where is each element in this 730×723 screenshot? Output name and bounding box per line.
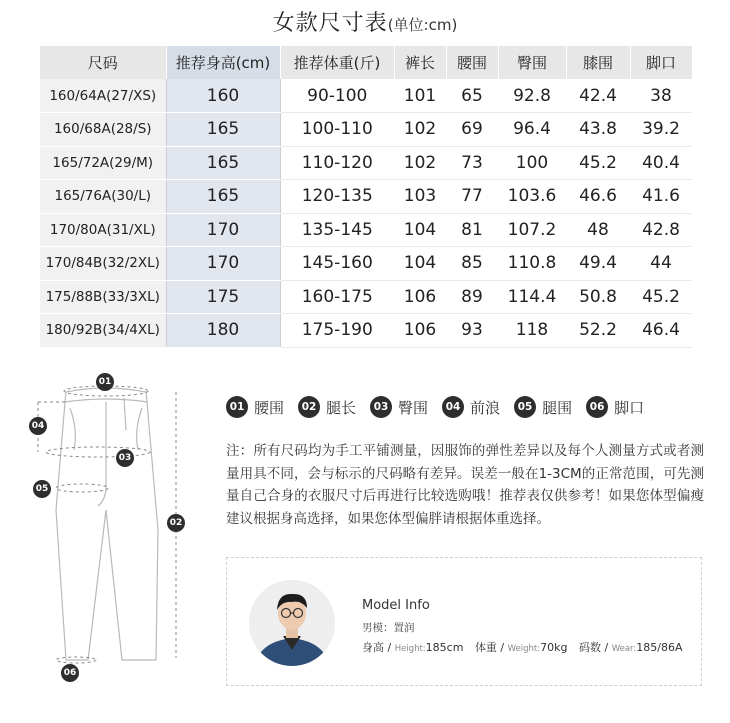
table-cell: 38: [630, 79, 692, 113]
table-cell: 114.4: [498, 280, 566, 314]
table-cell: 96.4: [498, 113, 566, 147]
model-stats: [362, 639, 682, 655]
table-cell: 170/84B(32/2XL): [40, 247, 166, 281]
table-row: [40, 280, 692, 314]
table-row: [40, 180, 692, 214]
table-cell: 165: [166, 180, 280, 214]
header-length: 裤长: [394, 46, 446, 79]
table-cell: 170: [166, 213, 280, 247]
size-label: 码数 /: [578, 641, 609, 654]
table-cell: 165: [166, 146, 280, 180]
table-cell: 44: [630, 247, 692, 281]
table-cell: 165: [166, 113, 280, 147]
header-hip: 臀围: [498, 46, 566, 79]
table-cell: 170: [166, 247, 280, 281]
diagram-badge-03: 03: [116, 449, 134, 467]
legend-item-thigh: [514, 396, 572, 418]
table-cell: 92.8: [498, 79, 566, 113]
number-badge-icon: 04: [442, 396, 464, 418]
pants-diagram: [26, 370, 196, 690]
table-cell: 42.8: [630, 213, 692, 247]
table-cell: 93: [446, 314, 498, 348]
table-cell: 135-145: [280, 213, 394, 247]
legend-label: 前浪: [470, 398, 501, 417]
table-cell: 102: [394, 113, 446, 147]
header-size: 尺码: [40, 46, 166, 79]
table-cell: 106: [394, 314, 446, 348]
table-cell: 110.8: [498, 247, 566, 281]
legend-label: 腰围: [254, 398, 285, 417]
table-row: [40, 146, 692, 180]
table-cell: 160/68A(28/S): [40, 113, 166, 147]
table-row: [40, 314, 692, 348]
legend-item-waist: [226, 396, 284, 418]
diagram-badge-04: 04: [29, 417, 47, 435]
size-label-en: Wear:: [611, 644, 637, 654]
table-cell: 106: [394, 280, 446, 314]
weight-label: 体重 /: [474, 641, 505, 654]
table-cell: 45.2: [566, 146, 630, 180]
table-cell: 49.4: [566, 247, 630, 281]
weight-label-en: Weight:: [507, 644, 541, 654]
model-name: 男模：置润: [362, 622, 415, 634]
table-cell: 165/76A(30/L): [40, 180, 166, 214]
height-label: 身高 /: [362, 641, 392, 654]
height-label-en: Height:: [394, 644, 426, 654]
header-height: 推荐身高(cm): [166, 46, 280, 79]
height-value: 185cm: [425, 641, 464, 654]
table-header-row: [40, 46, 692, 79]
table-cell: 50.8: [566, 280, 630, 314]
number-badge-icon: 03: [370, 396, 392, 418]
number-badge-icon: 05: [514, 396, 536, 418]
model-info-card: [226, 557, 702, 686]
table-cell: 90-100: [280, 79, 394, 113]
legend-item-hip: [370, 396, 428, 418]
table-cell: 89: [446, 280, 498, 314]
table-cell: 104: [394, 213, 446, 247]
number-badge-icon: 06: [586, 396, 608, 418]
table-body: [40, 79, 692, 347]
legend-label: 臀围: [398, 398, 429, 417]
table-cell: 42.4: [566, 79, 630, 113]
diagram-badge-01: 01: [96, 373, 114, 391]
diagram-badge-05: 05: [33, 480, 51, 498]
table-cell: 102: [394, 146, 446, 180]
table-row: [40, 79, 692, 113]
legend-item-leg-length: [298, 396, 356, 418]
title-text: 女款尺寸表: [272, 11, 388, 36]
number-badge-icon: 02: [298, 396, 320, 418]
table-cell: 110-120: [280, 146, 394, 180]
measurement-legend: [226, 396, 658, 418]
weight-value: 70kg: [540, 641, 568, 654]
table-cell: 107.2: [498, 213, 566, 247]
table-cell: 65: [446, 79, 498, 113]
legend-item-hem: [586, 396, 644, 418]
model-info-title: Model Info: [362, 598, 430, 613]
table-cell: 103.6: [498, 180, 566, 214]
table-row: [40, 113, 692, 147]
table-cell: 160-175: [280, 280, 394, 314]
table-cell: 69: [446, 113, 498, 147]
table-cell: 100: [498, 146, 566, 180]
table-cell: 180/92B(34/4XL): [40, 314, 166, 348]
table-cell: 40.4: [630, 146, 692, 180]
table-cell: 160/64A(27/XS): [40, 79, 166, 113]
table-cell: 170/80A(31/XL): [40, 213, 166, 247]
table-cell: 175/88B(33/3XL): [40, 280, 166, 314]
header-hem: 脚口: [630, 46, 692, 79]
page-title: [273, 11, 458, 36]
legend-label: 腿长: [326, 398, 357, 417]
table-cell: 45.2: [630, 280, 692, 314]
diagram-badge-06: 06: [61, 664, 79, 682]
table-cell: 120-135: [280, 180, 394, 214]
table-cell: 81: [446, 213, 498, 247]
table-cell: 160: [166, 79, 280, 113]
table-cell: 101: [394, 79, 446, 113]
table-cell: 46.4: [630, 314, 692, 348]
table-cell: 175-190: [280, 314, 394, 348]
page-title-wrap: [0, 6, 730, 37]
table-row: [40, 213, 692, 247]
table-cell: 39.2: [630, 113, 692, 147]
table-cell: 104: [394, 247, 446, 281]
table-cell: 77: [446, 180, 498, 214]
table-cell: 165/72A(29/M): [40, 146, 166, 180]
table-row: [40, 247, 692, 281]
table-cell: 175: [166, 280, 280, 314]
table-cell: 52.2: [566, 314, 630, 348]
table-cell: 43.8: [566, 113, 630, 147]
table-cell: 41.6: [630, 180, 692, 214]
title-unit: (单位:cm): [387, 16, 458, 34]
size-value: 185/86A: [636, 641, 683, 654]
legend-label: 腿围: [542, 398, 573, 417]
header-knee: 膝围: [566, 46, 630, 79]
model-avatar: [249, 580, 335, 666]
table-cell: 100-110: [280, 113, 394, 147]
header-waist: 腰围: [446, 46, 498, 79]
table-cell: 85: [446, 247, 498, 281]
number-badge-icon: 01: [226, 396, 248, 418]
table-cell: 180: [166, 314, 280, 348]
table-cell: 48: [566, 213, 630, 247]
legend-label: 脚口: [614, 398, 645, 417]
table-cell: 118: [498, 314, 566, 348]
table-cell: 145-160: [280, 247, 394, 281]
size-table: [40, 46, 693, 348]
model-portrait-icon: [249, 580, 335, 666]
table-cell: 103: [394, 180, 446, 214]
measurement-note: 注：所有尺码均为手工平铺测量，因服饰的弹性差异以及每个人测量方式或者测量用具不同，会与标示的尺码略有差异。误差一般在1-3CM的正常范围，可先测量自己合身的衣服尺寸后再进行比较选购哦！推荐表仅供参考！如果您体型偏瘦建议根据身高选择，如果您体型偏胖请根据体重选择。: [226, 443, 704, 527]
table-cell: 73: [446, 146, 498, 180]
table-cell: 46.6: [566, 180, 630, 214]
diagram-badge-02: 02: [167, 514, 185, 532]
legend-item-front-rise: [442, 396, 500, 418]
header-weight: 推荐体重(斤): [280, 46, 394, 79]
